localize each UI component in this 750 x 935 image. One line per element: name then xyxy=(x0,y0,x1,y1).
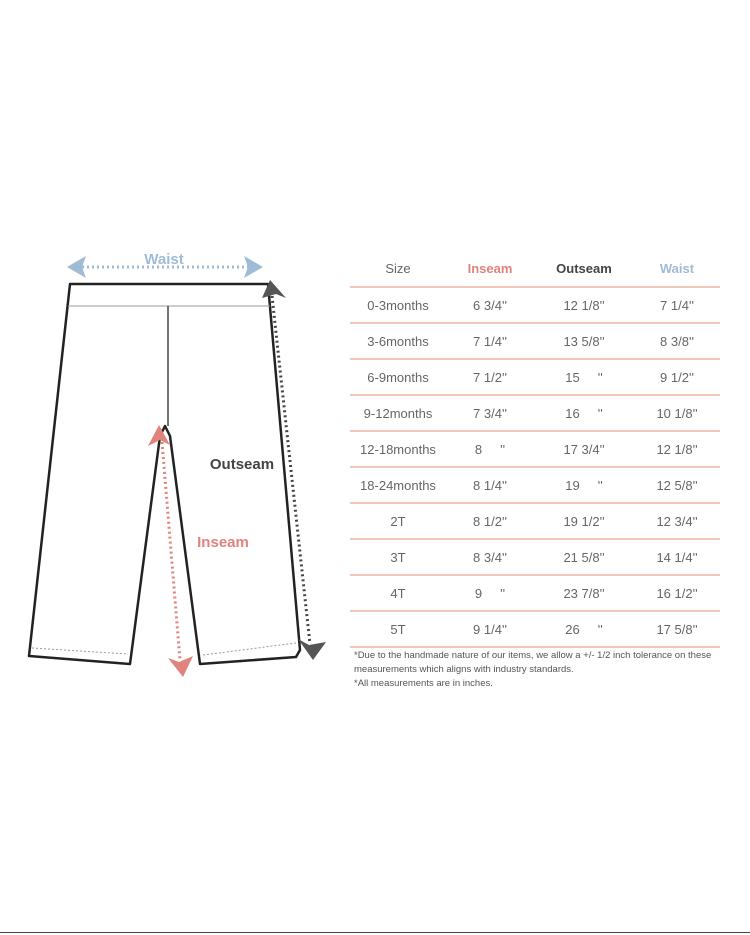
bottom-rule xyxy=(0,932,750,933)
cell-outseam: 21 5/8'' xyxy=(534,539,634,575)
units-note: *All measurements are in inches. xyxy=(354,678,493,689)
cell-inseam: 9 1/4'' xyxy=(446,611,534,647)
cell-waist: 14 1/4'' xyxy=(634,539,720,575)
cell-waist: 9 1/2'' xyxy=(634,359,720,395)
cell-waist: 17 5/8'' xyxy=(634,611,720,647)
table-row xyxy=(350,575,720,611)
cell-size: 3-6months xyxy=(350,323,446,359)
inseam-label: Inseam xyxy=(197,534,249,551)
table-row xyxy=(350,431,720,467)
cell-waist: 8 3/8'' xyxy=(634,323,720,359)
cell-waist: 12 3/4'' xyxy=(634,503,720,539)
cell-inseam: 8 3/4'' xyxy=(446,539,534,575)
pants-outline xyxy=(29,284,300,664)
hem-stitch-right xyxy=(203,643,296,655)
cell-outseam: 23 7/8'' xyxy=(534,575,634,611)
waist-label: Waist xyxy=(144,251,184,268)
cell-outseam: 19 1/2'' xyxy=(534,503,634,539)
size-chart-table xyxy=(350,250,720,648)
cell-size: 2T xyxy=(350,503,446,539)
cell-size: 12-18months xyxy=(350,431,446,467)
cell-waist: 12 5/8'' xyxy=(634,467,720,503)
cell-outseam: 16 '' xyxy=(534,395,634,431)
cell-inseam: 8 '' xyxy=(446,431,534,467)
cell-size: 4T xyxy=(350,575,446,611)
table-header-row xyxy=(350,250,720,287)
cell-size: 0-3months xyxy=(350,287,446,323)
cell-inseam: 7 1/2'' xyxy=(446,359,534,395)
cell-outseam: 15 '' xyxy=(534,359,634,395)
cell-inseam: 9 '' xyxy=(446,575,534,611)
cell-outseam: 13 5/8'' xyxy=(534,323,634,359)
cell-size: 5T xyxy=(350,611,446,647)
cell-inseam: 7 1/4'' xyxy=(446,323,534,359)
table-row xyxy=(350,287,720,323)
header-inseam: Inseam xyxy=(467,260,513,276)
cell-outseam: 26 '' xyxy=(534,611,634,647)
cell-outseam: 19 '' xyxy=(534,467,634,503)
cell-waist: 16 1/2'' xyxy=(634,575,720,611)
cell-waist: 10 1/8'' xyxy=(634,395,720,431)
table-row xyxy=(350,359,720,395)
cell-inseam: 6 3/4'' xyxy=(446,287,534,323)
cell-size: 18-24months xyxy=(350,467,446,503)
footnotes xyxy=(354,649,724,691)
tolerance-note: *Due to the handmade nature of our items, we allow a +/- 1/2 inch tolerance on these measurements which aligns with industry standards. xyxy=(354,650,712,675)
table-row xyxy=(350,395,720,431)
table-row xyxy=(350,539,720,575)
header-size: Size xyxy=(385,260,411,276)
cell-waist: 12 1/8'' xyxy=(634,431,720,467)
table-row xyxy=(350,611,720,647)
cell-size: 6-9months xyxy=(350,359,446,395)
cell-size: 9-12months xyxy=(350,395,446,431)
cell-outseam: 17 3/4'' xyxy=(534,431,634,467)
hem-stitch-left xyxy=(32,648,128,654)
cell-outseam: 12 1/8'' xyxy=(534,287,634,323)
cell-size: 3T xyxy=(350,539,446,575)
outseam-label: Outseam xyxy=(209,456,275,473)
header-outseam: Outseam xyxy=(556,260,612,276)
cell-inseam: 7 3/4'' xyxy=(446,395,534,431)
cell-inseam: 8 1/4'' xyxy=(446,467,534,503)
table-row xyxy=(350,323,720,359)
table-row xyxy=(350,467,720,503)
table-row xyxy=(350,503,720,539)
cell-waist: 7 1/4'' xyxy=(634,287,720,323)
header-waist: Waist xyxy=(659,260,695,276)
cell-inseam: 8 1/2'' xyxy=(446,503,534,539)
